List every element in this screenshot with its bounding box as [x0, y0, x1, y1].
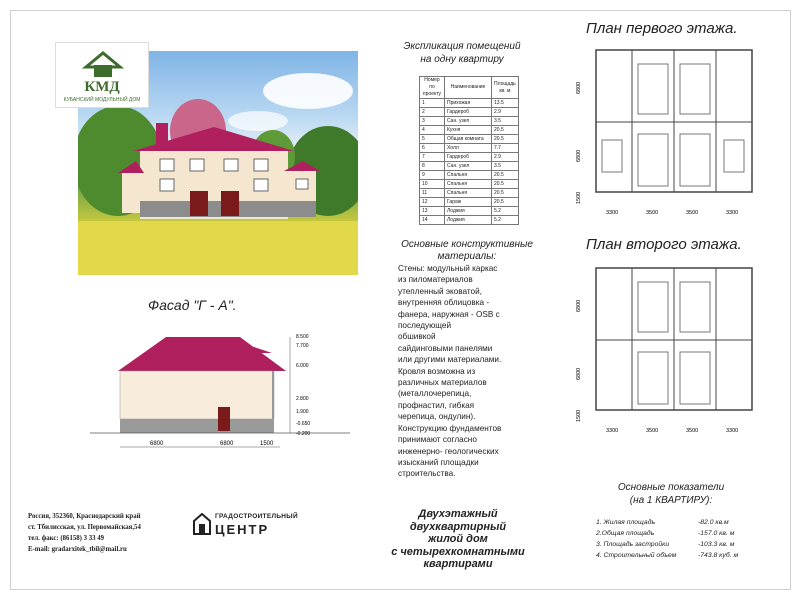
company-name-top: ГРАДОСТРОИТЕЛЬНЫЙ: [215, 513, 298, 520]
table-cell: 20.5: [492, 126, 519, 135]
plan2-side-dim: 1500: [576, 409, 582, 422]
materials-line: утепленный эковатой,: [398, 286, 482, 296]
facade-level-5: 1.900: [296, 409, 309, 415]
table-cell: Спальня: [445, 189, 492, 198]
materials-line: из пиломатериалов: [398, 275, 473, 285]
table-row: [420, 171, 519, 180]
logo-subtitle: КУБАНСКИЙ МОДУЛЬНЫЙ ДОМ: [63, 97, 141, 103]
materials-line: изысканий площадки: [398, 457, 479, 467]
facade-level-1: 8.500: [296, 334, 309, 340]
company-logo-icon: [193, 513, 211, 535]
plan2-side-dim: 6800: [576, 299, 582, 312]
table-row: [420, 189, 519, 198]
plan2-side-dim: 6800: [576, 367, 582, 380]
table-cell: 2.9: [492, 153, 519, 162]
table-cell: 20.5: [492, 189, 519, 198]
materials-text: [398, 263, 528, 480]
second-floor-plan-title: План второго этажа.: [586, 236, 742, 253]
table-cell: Лоджия: [445, 207, 492, 216]
plan1-side-dim: 6800: [576, 81, 582, 94]
table-cell: 20.5: [492, 135, 519, 144]
materials-line: Кровля возможна из: [398, 366, 476, 376]
table-cell: Гардероб: [445, 108, 492, 117]
facade-dim-1: 6800: [150, 441, 164, 447]
materials-line: (металлочерепица,: [398, 389, 472, 399]
table-cell: 1: [420, 99, 445, 108]
materials-line: фанера, наружная - OSB с: [398, 309, 500, 319]
plan2-dim: 3500: [686, 428, 699, 434]
table-cell: 20.5: [492, 198, 519, 207]
plan1-dim: 3300: [606, 210, 619, 216]
table-cell: Сан. узел: [445, 117, 492, 126]
logo-name: КМД: [84, 79, 120, 95]
table-row: [420, 180, 519, 189]
table-row: [420, 117, 519, 126]
table-row: [420, 198, 519, 207]
facade-level-3: 6.000: [296, 363, 309, 369]
table-row: [420, 108, 519, 117]
materials-line: сайдинговыми панелями: [398, 343, 493, 353]
table-row: [420, 99, 519, 108]
table-cell: 20.5: [492, 171, 519, 180]
table-cell: 4: [420, 126, 445, 135]
indicator-row: 2.Общая площадь -157.0 кв. м: [596, 530, 735, 537]
table-cell: Холл: [445, 144, 492, 153]
indicator-row: 4. Строительный объем -743.8 куб. м: [596, 552, 739, 559]
indicator-row: 1. Жилая площадь -82.0 кв.м: [596, 519, 729, 526]
facade-level-7: -0.200: [296, 431, 311, 437]
materials-line: инженерно- геологических: [398, 446, 499, 456]
facade-drawing: [90, 325, 350, 465]
materials-line: обшивкой: [398, 332, 436, 342]
company-name-bottom: ЦЕНТР: [215, 522, 270, 537]
table-cell: Спальня: [445, 180, 492, 189]
table-cell: 9: [420, 171, 445, 180]
table-cell: 11: [420, 189, 445, 198]
materials-line: черепица, ондулин).: [398, 412, 476, 422]
indicator-row: 3. Площадь застройки -103.3 кв. м: [596, 541, 735, 548]
materials-title: Основные конструктивные материалы:: [401, 239, 533, 262]
table-cell: 12: [420, 198, 445, 207]
materials-line: профнастил, гибкая: [398, 400, 475, 410]
table-cell: 3.5: [492, 162, 519, 171]
materials-line: различных материалов: [398, 378, 487, 388]
facade-dim-3: 1500: [260, 441, 274, 447]
facade-level-4: 2.800: [296, 396, 309, 402]
table-row: [420, 144, 519, 153]
table-row: [420, 153, 519, 162]
address-block: Россия, 352360, Краснодарский край ст. Тбилисская, ул. Первомайская,54 тел. факс: (86158) 3 33 49 E-mail: gradarxitek_tbil@mail.ru: [28, 513, 141, 553]
materials-line: или другими материалами.: [398, 355, 502, 365]
table-cell: 3: [420, 117, 445, 126]
materials-line: строительства.: [398, 469, 456, 479]
table-cell: 7.7: [492, 144, 519, 153]
table-row: [420, 216, 519, 225]
materials-line: последующей: [398, 321, 452, 331]
plan1-side-dim: 6800: [576, 149, 582, 162]
plan1-dim: 3500: [686, 210, 699, 216]
table-cell: 3.5: [492, 117, 519, 126]
table-row: [420, 207, 519, 216]
table-cell: Кухня: [445, 126, 492, 135]
table-header: Номер по проекту: [420, 77, 445, 99]
first-floor-plan-title: План первого этажа.: [586, 20, 738, 37]
table-row: [420, 135, 519, 144]
table-cell: 5: [420, 135, 445, 144]
table-row: [420, 126, 519, 135]
explication-title: Экспликация помещений на одну квартиру: [403, 41, 521, 65]
second-floor-plan: [568, 262, 768, 442]
plan2-dim: 3500: [646, 428, 659, 434]
table-cell: Общая комната: [445, 135, 492, 144]
facade-dim-2: 6800: [220, 441, 234, 447]
indicators-title: Основные показатели (на 1 КВАРТИРУ):: [617, 482, 725, 506]
plan2-dim: 3300: [726, 428, 739, 434]
table-cell: Сан. узел: [445, 162, 492, 171]
materials-line: внутренняя облицовка -: [398, 298, 490, 308]
table-cell: Спальня: [445, 171, 492, 180]
table-cell: 13.5: [492, 99, 519, 108]
explication-table: [419, 76, 519, 225]
table-cell: 14: [420, 216, 445, 225]
table-cell: Гараж: [445, 198, 492, 207]
table-cell: Лоджия: [445, 216, 492, 225]
materials-line: принимают согласно: [398, 435, 477, 445]
plan1-dim: 3300: [726, 210, 739, 216]
facade-level-6: -0.650: [296, 421, 311, 427]
plan1-dim: 3500: [646, 210, 659, 216]
table-header: Наименование: [445, 77, 492, 99]
plan1-side-dim: 1500: [576, 191, 582, 204]
table-cell: 2: [420, 108, 445, 117]
table-header: Площадь кв. м: [492, 77, 519, 99]
first-floor-plan: [568, 44, 768, 224]
table-cell: 6: [420, 144, 445, 153]
materials-line: Стены: модульный каркас: [398, 264, 498, 273]
table-cell: 7: [420, 153, 445, 162]
table-cell: Гардероб: [445, 153, 492, 162]
project-title: Двухэтажный двухквартирный жилой дом с четырехкомнатными квартирами: [391, 508, 525, 570]
table-cell: 8: [420, 162, 445, 171]
table-cell: Прихожая: [445, 99, 492, 108]
facade-level-2: 7.700: [296, 343, 309, 349]
table-cell: 5.2: [492, 207, 519, 216]
table-cell: 10: [420, 180, 445, 189]
plan2-dim: 3300: [606, 428, 619, 434]
kmd-logo: [55, 42, 149, 108]
facade-caption: Фасад "Г - А".: [148, 297, 237, 313]
table-row: [420, 162, 519, 171]
materials-line: Конструкцию фундаментов: [398, 423, 502, 433]
table-cell: 2.9: [492, 108, 519, 117]
table-cell: 20.5: [492, 180, 519, 189]
table-cell: 5.2: [492, 216, 519, 225]
table-cell: 13: [420, 207, 445, 216]
